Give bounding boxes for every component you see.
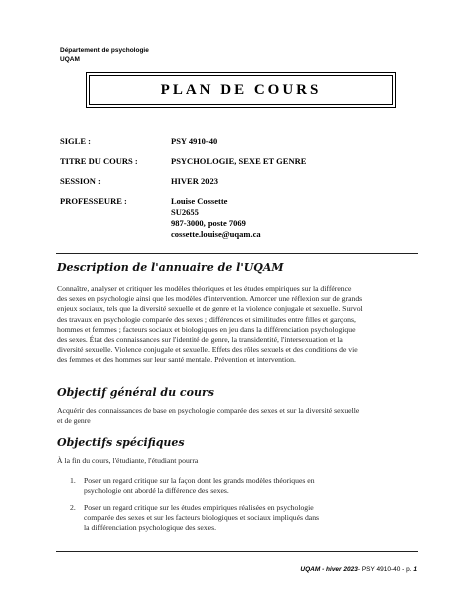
divider-top <box>56 253 418 254</box>
objective-item <box>84 476 384 496</box>
objective-line: Poser un regard critique sur les études empiriques réalisées en psychologie <box>84 503 314 512</box>
general-objective-line: Acquérir des connaissances de base en psychologie comparée des sexes et sur la diversité sexuelle <box>57 406 360 415</box>
session-value: HIVER 2023 <box>171 176 218 186</box>
sigle-value: PSY 4910-40 <box>171 136 218 146</box>
description-heading: Description de l'annuaire de l'UQAM <box>57 261 284 274</box>
objective-line: la différenciation psychologique des sexes. <box>84 523 217 533</box>
sigle-label: SIGLE : <box>60 136 91 146</box>
professor-office: SU2655 <box>171 207 199 217</box>
divider-bottom <box>56 551 418 552</box>
description-line: Connaître, analyser et critiquer les modèles théoriques et les études empiriques sur la différence <box>57 284 352 293</box>
footer-course: - PSY 4910-40 - p. <box>357 566 412 573</box>
title-box-inner <box>89 75 393 105</box>
description-text <box>57 284 419 366</box>
general-objective-heading: Objectif général du cours <box>57 386 214 399</box>
department-name: Département de psychologie <box>60 47 149 54</box>
title-box <box>86 72 396 108</box>
professor-email: cossette.louise@uqam.ca <box>171 229 261 239</box>
general-objective-text <box>57 406 419 426</box>
objective-line: Poser un regard critique sur la façon dont les grands modèles théoriques en <box>84 476 315 485</box>
footer-term: UQAM - hiver 2023 <box>300 566 358 573</box>
description-line: des femmes et des hommes sur leur santé mentale. Prévention et intervention. <box>57 355 296 365</box>
objective-line: psychologie ont abordé la différence des sexes. <box>84 486 229 496</box>
description-line: des travaux en psychologie comparée des sexes ; différences et similitudes entre filles et garçons, <box>57 314 356 324</box>
professor-phone: 987-3000, poste 7069 <box>171 218 246 228</box>
footer-page-number: 1 <box>413 566 417 573</box>
description-line: des sexes. État des connaissances sur l'identité de genre, la transidentité, l'intersexuation et la <box>57 335 343 345</box>
objective-item <box>84 503 384 534</box>
specific-objectives-intro: À la fin du cours, l'étudiante, l'étudiant pourra <box>57 456 199 465</box>
description-line: diversité sexuelle. Violence conjugale et sexuelle. Effets des rôles sexuels et des conditions de vie <box>57 345 358 355</box>
university-name: UQAM <box>60 56 80 63</box>
course-title-value: PSYCHOLOGIE, SEXE ET GENRE <box>171 156 307 166</box>
professor-label: PROFESSEURE : <box>60 196 127 206</box>
page-title: PLAN DE COURS <box>160 81 322 98</box>
objective-number: 1. <box>70 476 76 485</box>
general-objective-line: et de genre <box>57 416 91 426</box>
course-title-label: TITRE DU COURS : <box>60 156 138 166</box>
session-label: SESSION : <box>60 176 101 186</box>
description-line: hommes et femmes ; facteurs sociaux et biologiques en jeu dans la différenciation psychologique <box>57 324 356 334</box>
professor-name: Louise Cossette <box>171 196 228 206</box>
specific-objectives-heading: Objectifs spécifiques <box>57 436 185 449</box>
objective-number: 2. <box>70 503 76 512</box>
objective-line: comparée des sexes et sur les facteurs biologiques et sociaux impliqués dans <box>84 513 320 523</box>
description-line: enjeux sociaux, tels que la diversité sexuelle et de genre et la violence conjugale et sexuelle. Survol <box>57 304 363 314</box>
page-footer <box>300 566 417 573</box>
description-line: des sexes en psychologie ainsi que les modèles d'intervention. Amorcer une réflexion sur de grands <box>57 294 363 304</box>
